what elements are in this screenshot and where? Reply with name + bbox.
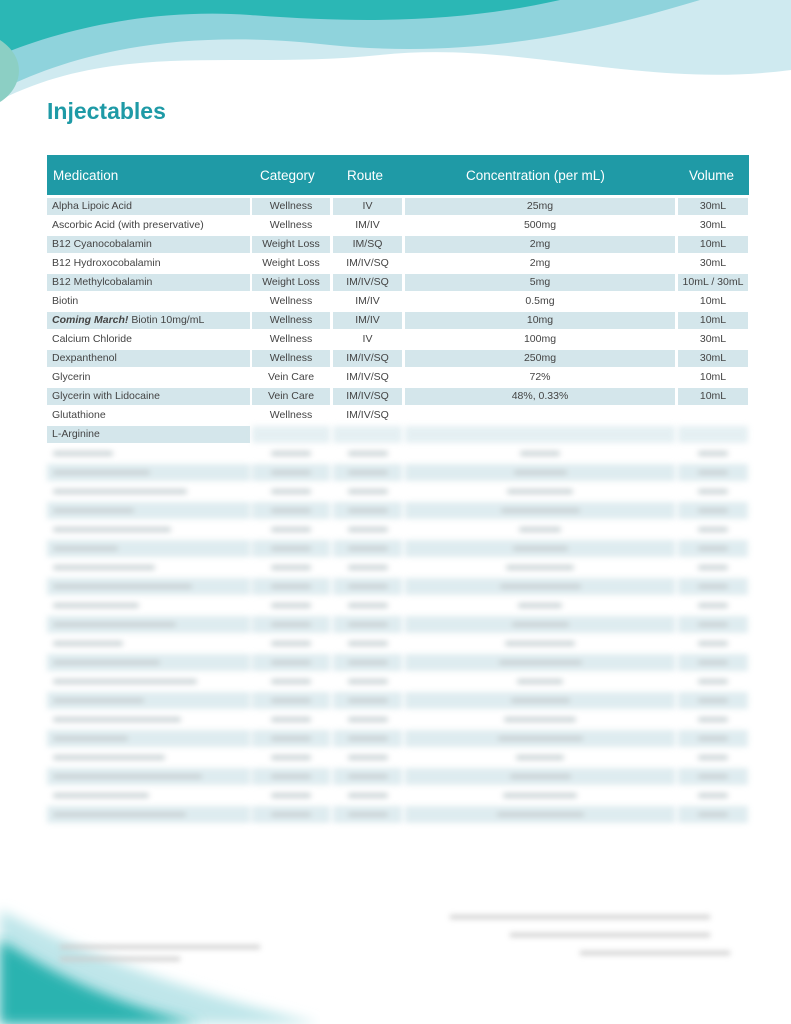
blurred-cell — [47, 730, 250, 747]
blurred-table-row — [47, 483, 749, 502]
medication-cell: Glycerin — [52, 371, 91, 383]
footer-left-blurred — [60, 945, 260, 961]
concentration-cell: 5mg — [405, 274, 675, 291]
blurred-cell — [252, 711, 330, 728]
concentration-cell: 72% — [529, 371, 551, 383]
volume-cell: 30mL — [699, 257, 727, 269]
volume-cell: 30mL — [678, 198, 748, 215]
medication-name: Biotin 10mg/mL — [131, 314, 205, 326]
blurred-cell — [678, 787, 748, 804]
concentration-cell: 25mg — [405, 198, 675, 215]
blurred-cell — [678, 749, 748, 766]
route-cell: IM/IV — [333, 312, 402, 329]
blurred-cell — [47, 806, 250, 823]
header-route: Route — [347, 168, 384, 183]
blurred-table-row — [47, 654, 749, 673]
blurred-cell — [252, 597, 330, 614]
blurred-table-row — [47, 749, 749, 768]
blurred-cell — [678, 464, 748, 481]
blurred-cell — [405, 616, 675, 633]
blurred-cell — [252, 768, 330, 785]
blurred-cell — [678, 692, 748, 709]
table-row — [47, 407, 749, 426]
blurred-cell — [252, 483, 330, 500]
blurred-cell — [252, 578, 330, 595]
table-row — [47, 369, 749, 388]
blurred-cell — [405, 673, 675, 690]
blurred-cell — [678, 559, 748, 576]
route-cell: IM/IV/SQ — [333, 350, 402, 367]
route-cell: IM/IV/SQ — [333, 388, 402, 405]
category-cell: Wellness — [252, 312, 330, 329]
table-row — [47, 293, 749, 312]
blurred-cell — [47, 673, 250, 690]
blurred-cell — [252, 635, 330, 652]
blurred-cell — [405, 654, 675, 671]
concentration-cell: 2mg — [529, 257, 551, 269]
blurred-table-row — [47, 597, 749, 616]
blurred-cell — [678, 578, 748, 595]
blurred-table-row — [47, 445, 749, 464]
blurred-cell — [47, 502, 250, 519]
concentration-cell — [405, 426, 675, 443]
concentration-cell: 10mg — [405, 312, 675, 329]
blurred-cell — [678, 730, 748, 747]
route-cell: IM/IV/SQ — [333, 274, 402, 291]
blurred-cell — [252, 806, 330, 823]
blurred-cell — [47, 540, 250, 557]
category-cell: Weight Loss — [252, 274, 330, 291]
table-row — [47, 388, 749, 407]
injectables-table — [47, 155, 749, 825]
blurred-cell — [333, 502, 402, 519]
blurred-cell — [333, 483, 402, 500]
volume-cell: 30mL — [699, 219, 727, 231]
header-medication: Medication — [53, 168, 119, 183]
category-cell: Wellness — [269, 333, 313, 345]
blurred-cell — [333, 597, 402, 614]
blurred-cell — [47, 445, 250, 462]
blurred-cell — [333, 540, 402, 557]
blurred-cell — [252, 521, 330, 538]
volume-cell: 10mL — [678, 236, 748, 253]
blurred-cell — [47, 559, 250, 576]
blurred-cell — [405, 806, 675, 823]
route-cell: IM/SQ — [333, 236, 402, 253]
category-cell: Weight Loss — [252, 236, 330, 253]
category-cell: Wellness — [252, 198, 330, 215]
volume-cell — [678, 407, 748, 424]
blurred-cell — [405, 692, 675, 709]
blurred-cell — [252, 749, 330, 766]
blurred-table-row — [47, 711, 749, 730]
volume-cell: 10mL — [678, 388, 748, 405]
blurred-cell — [252, 616, 330, 633]
blurred-cell — [405, 464, 675, 481]
header-category: Category — [260, 168, 315, 183]
route-cell: IM/IV/SQ — [346, 409, 389, 421]
blurred-table-row — [47, 540, 749, 559]
blurred-cell — [405, 445, 675, 462]
category-cell: Wellness — [252, 350, 330, 367]
blurred-cell — [333, 521, 402, 538]
blurred-cell — [333, 711, 402, 728]
blurred-cell — [333, 787, 402, 804]
concentration-cell: 250mg — [405, 350, 675, 367]
route-cell — [333, 426, 402, 443]
concentration-cell — [405, 407, 675, 424]
table-row — [47, 312, 749, 331]
concentration-cell: 100mg — [523, 333, 557, 345]
blurred-table-row — [47, 502, 749, 521]
medication-cell: Alpha Lipoic Acid — [47, 198, 250, 215]
concentration-cell: 48%, 0.33% — [405, 388, 675, 405]
blurred-cell — [47, 749, 250, 766]
blurred-cell — [678, 445, 748, 462]
blurred-cell — [405, 597, 675, 614]
blurred-cell — [252, 559, 330, 576]
blurred-cell — [333, 654, 402, 671]
concentration-cell: 500mg — [523, 219, 557, 231]
blurred-cell — [678, 502, 748, 519]
blurred-table-row — [47, 559, 749, 578]
blurred-cell — [252, 654, 330, 671]
blurred-cell — [333, 749, 402, 766]
volume-cell: 10mL — [699, 295, 727, 307]
blurred-cell — [47, 654, 250, 671]
blurred-cell — [47, 635, 250, 652]
blurred-cell — [405, 749, 675, 766]
medication-cell: Biotin — [52, 295, 79, 307]
route-cell: IM/IV — [355, 219, 380, 231]
blurred-cell — [47, 768, 250, 785]
blurred-table-row — [47, 521, 749, 540]
blurred-cell — [405, 730, 675, 747]
blurred-cell — [678, 521, 748, 538]
route-cell: IV — [362, 333, 373, 345]
blurred-cell — [47, 692, 250, 709]
blurred-cell — [678, 673, 748, 690]
route-cell: IM/IV/SQ — [346, 257, 389, 269]
table-row — [47, 198, 749, 217]
blurred-table-row — [47, 673, 749, 692]
medication-cell: Calcium Chloride — [52, 333, 132, 345]
blurred-cell — [405, 578, 675, 595]
category-cell — [252, 426, 330, 443]
blurred-cell — [333, 464, 402, 481]
blurred-table-row — [47, 635, 749, 654]
blurred-cell — [678, 616, 748, 633]
blurred-cell — [333, 559, 402, 576]
volume-cell: 10mL — [699, 371, 727, 383]
category-cell: Wellness — [269, 219, 313, 231]
blurred-cell — [333, 730, 402, 747]
route-cell: IV — [333, 198, 402, 215]
blurred-cell — [333, 768, 402, 785]
blurred-cell — [405, 483, 675, 500]
blurred-cell — [678, 540, 748, 557]
blurred-table-row — [47, 692, 749, 711]
blurred-cell — [405, 787, 675, 804]
blurred-table-row — [47, 768, 749, 787]
table-row — [47, 217, 749, 236]
category-cell: Vein Care — [252, 388, 330, 405]
medication-cell: Glycerin with Lidocaine — [47, 388, 250, 405]
table-row — [47, 255, 749, 274]
concentration-cell: 0.5mg — [525, 295, 555, 307]
blurred-cell — [678, 483, 748, 500]
table-row — [47, 274, 749, 293]
category-cell: Weight Loss — [262, 257, 320, 269]
coming-soon-label: Coming March! — [52, 314, 129, 326]
concentration-cell: 2mg — [405, 236, 675, 253]
blurred-cell — [678, 635, 748, 652]
blurred-cell — [47, 787, 250, 804]
header-wave-decoration — [0, 0, 791, 110]
blurred-cell — [405, 768, 675, 785]
blurred-cell — [47, 464, 250, 481]
blurred-table-row — [47, 787, 749, 806]
blurred-cell — [252, 464, 330, 481]
blurred-table-row — [47, 578, 749, 597]
route-cell: IM/IV — [355, 295, 380, 307]
blurred-cell — [252, 540, 330, 557]
header-concentration: Concentration (per mL) — [466, 168, 605, 183]
blurred-cell — [47, 521, 250, 538]
medication-cell: B12 Methylcobalamin — [47, 274, 250, 291]
blurred-cell — [678, 597, 748, 614]
table-row — [47, 350, 749, 369]
blurred-cell — [333, 673, 402, 690]
blurred-cell — [333, 692, 402, 709]
blurred-cell — [678, 711, 748, 728]
blurred-cell — [405, 711, 675, 728]
route-cell: IM/IV/SQ — [346, 371, 389, 383]
blurred-cell — [47, 616, 250, 633]
blurred-cell — [333, 635, 402, 652]
page-title: Injectables — [47, 98, 166, 124]
medication-cell: B12 Cyanocobalamin — [47, 236, 250, 253]
blurred-cell — [333, 616, 402, 633]
blurred-cell — [252, 445, 330, 462]
table-header — [47, 155, 749, 195]
volume-cell — [678, 426, 748, 443]
volume-cell: 30mL — [678, 350, 748, 367]
footer-right-blurred — [450, 915, 730, 955]
blurred-cell — [405, 559, 675, 576]
blurred-cell — [678, 654, 748, 671]
blurred-cell — [47, 578, 250, 595]
blurred-cell — [252, 502, 330, 519]
volume-cell: 10mL / 30mL — [678, 274, 748, 291]
table-row — [47, 331, 749, 350]
blurred-cell — [252, 673, 330, 690]
blurred-cell — [678, 806, 748, 823]
blurred-cell — [405, 635, 675, 652]
category-cell: Wellness — [269, 295, 313, 307]
blurred-cell — [252, 730, 330, 747]
medication-cell: Dexpanthenol — [47, 350, 250, 367]
table-row — [47, 236, 749, 255]
blurred-rows — [47, 445, 749, 825]
medication-cell: Ascorbic Acid (with preservative) — [52, 219, 204, 231]
volume-cell: 30mL — [699, 333, 727, 345]
blurred-cell — [333, 578, 402, 595]
blurred-cell — [252, 787, 330, 804]
blurred-cell — [47, 483, 250, 500]
blurred-table-row — [47, 806, 749, 825]
table-row — [47, 426, 749, 445]
blurred-table-row — [47, 464, 749, 483]
blurred-cell — [333, 445, 402, 462]
blurred-table-row — [47, 730, 749, 749]
category-cell: Vein Care — [267, 371, 315, 383]
volume-cell: 10mL — [678, 312, 748, 329]
medication-cell: L-Arginine — [47, 426, 250, 443]
medication-cell — [47, 312, 250, 329]
blurred-cell — [47, 711, 250, 728]
category-cell: Wellness — [269, 409, 313, 421]
medication-cell: B12 Hydroxocobalamin — [52, 257, 161, 269]
blurred-cell — [47, 597, 250, 614]
blurred-cell — [405, 540, 675, 557]
medication-cell: Glutathione — [52, 409, 106, 421]
blurred-cell — [405, 502, 675, 519]
blurred-table-row — [47, 616, 749, 635]
blurred-cell — [333, 806, 402, 823]
blurred-cell — [252, 692, 330, 709]
blurred-cell — [405, 521, 675, 538]
header-volume: Volume — [689, 168, 735, 183]
blurred-cell — [678, 768, 748, 785]
